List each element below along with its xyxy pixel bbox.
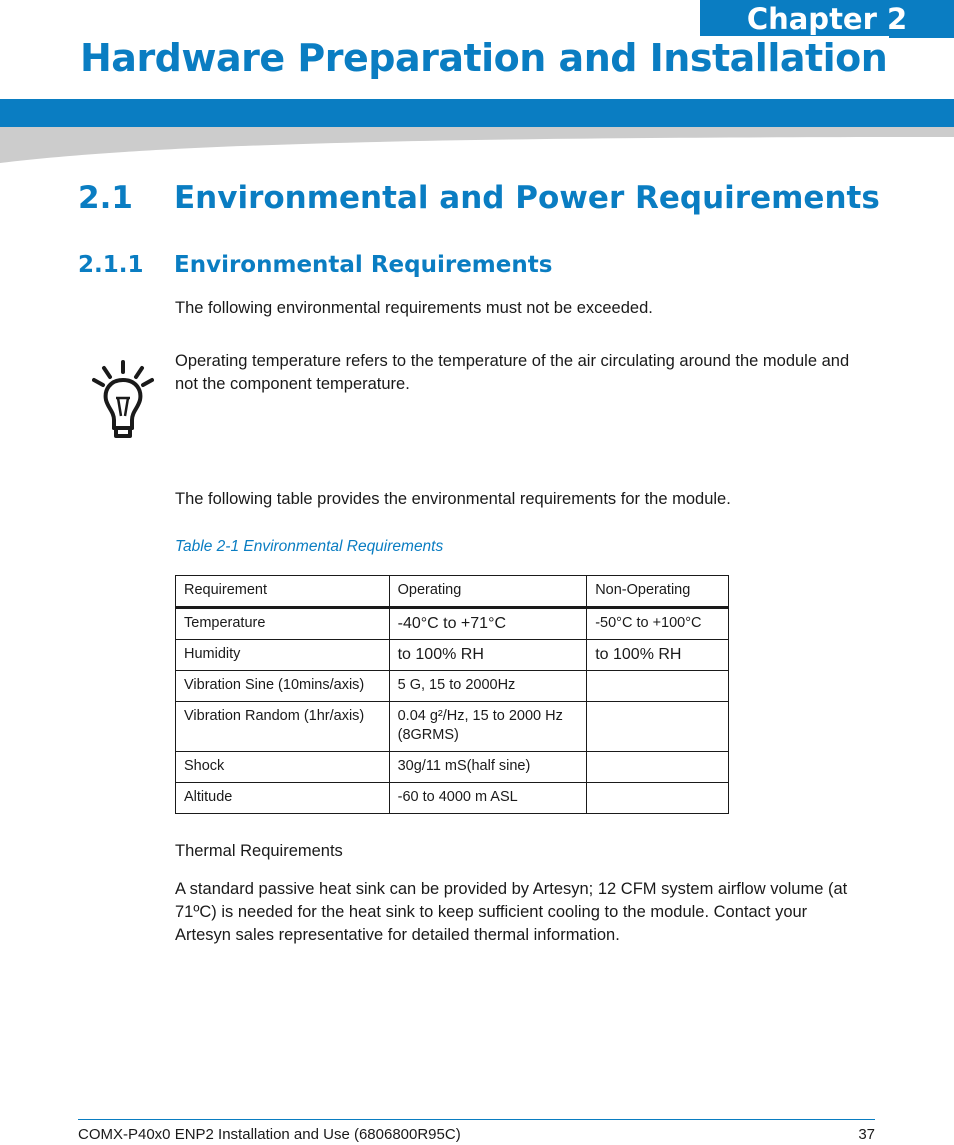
table-caption: Table 2-1 Environmental Requirements xyxy=(175,538,444,555)
intro-paragraph: The following environmental requirements must not be exceeded. xyxy=(175,299,653,317)
lightbulb-icon xyxy=(92,360,154,442)
header-gray-swoosh xyxy=(0,127,954,163)
table-cell: to 100% RH xyxy=(389,640,587,671)
table-cell: Vibration Random (1hr/axis) xyxy=(176,702,390,752)
environmental-requirements-table xyxy=(175,575,729,814)
table-row xyxy=(176,783,729,814)
table-cell: 30g/11 mS(half sine) xyxy=(389,752,587,783)
table-cell: 5 G, 15 to 2000Hz xyxy=(389,671,587,702)
table-intro-paragraph: The following table provides the environmental requirements for the module. xyxy=(175,490,731,508)
table-cell: -50°C to +100°C xyxy=(587,608,729,640)
footer-document-title: COMX-P40x0 ENP2 Installation and Use (6806800R95C) xyxy=(78,1126,461,1143)
thermal-heading: Thermal Requirements xyxy=(175,842,343,860)
footer-page-number: 37 xyxy=(858,1126,875,1143)
header-blue-bar xyxy=(0,99,954,127)
thermal-paragraph: A standard passive heat sink can be provided by Artesyn; 12 CFM system airflow volume (at 71ºC) is needed for the heat sink to keep sufficient cooling to the module. Contact your Artesyn sales representative for detailed thermal information. xyxy=(175,880,848,944)
table-row xyxy=(176,671,729,702)
chapter-title: Hardware Preparation and Installation xyxy=(80,36,888,80)
note-text: Operating temperature refers to the temperature of the air circulating around the module and not the component temperature. xyxy=(175,352,850,393)
table-cell xyxy=(587,783,729,814)
table-header-row xyxy=(176,576,729,608)
table-header-cell: Requirement xyxy=(176,576,390,608)
table-cell: 0.04 g²/Hz, 15 to 2000 Hz (8GRMS) xyxy=(389,702,587,752)
table-cell: -60 to 4000 m ASL xyxy=(389,783,587,814)
table-header-cell: Operating xyxy=(389,576,587,608)
table-cell: -40°C to +71°C xyxy=(389,608,587,640)
section-heading xyxy=(78,180,880,216)
section-title: Environmental and Power Requirements xyxy=(174,180,880,216)
subsection-number: 2.1.1 xyxy=(78,252,144,278)
table-cell: Temperature xyxy=(176,608,390,640)
table-cell: Altitude xyxy=(176,783,390,814)
table-row xyxy=(176,752,729,783)
table-row xyxy=(176,640,729,671)
table-cell: Humidity xyxy=(176,640,390,671)
chapter-label: Chapter 2 xyxy=(700,0,954,38)
table-cell xyxy=(587,752,729,783)
table-header-cell: Non-Operating xyxy=(587,576,729,608)
table-cell xyxy=(587,702,729,752)
footer-rule xyxy=(78,1119,875,1120)
subsection-heading xyxy=(78,252,552,278)
table-cell: Vibration Sine (10mins/axis) xyxy=(176,671,390,702)
table-row xyxy=(176,702,729,752)
table-cell: Shock xyxy=(176,752,390,783)
table-cell xyxy=(587,671,729,702)
table-row xyxy=(176,608,729,640)
subsection-title: Environmental Requirements xyxy=(174,252,553,278)
section-number: 2.1 xyxy=(78,180,133,216)
table-cell: to 100% RH xyxy=(587,640,729,671)
